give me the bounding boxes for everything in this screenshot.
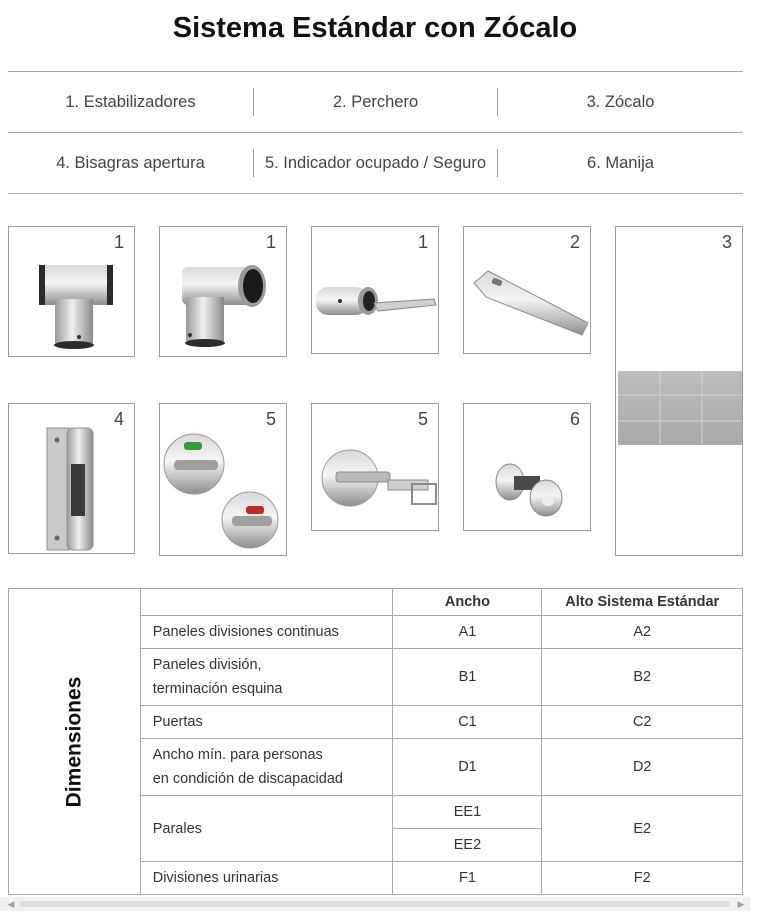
legend-item-bisagras: 4. Bisagras apertura	[56, 153, 205, 172]
tile-number: 1	[265, 232, 276, 252]
scroll-left-arrow-icon[interactable]: ◀	[7, 898, 15, 909]
dimensions-table	[8, 588, 743, 895]
tile-number: 5	[265, 409, 276, 429]
horizontal-scrollbar[interactable]	[0, 897, 750, 911]
product-tile	[159, 226, 287, 357]
row-label-text: Paneles divisiones continuas	[152, 624, 339, 640]
knob-handle-icon	[464, 404, 591, 531]
tile-number: 6	[569, 409, 580, 429]
coat-hook-icon	[464, 227, 591, 354]
row-label-text: Ancho mín. para personas	[152, 747, 323, 763]
row-label	[140, 616, 393, 649]
product-tile	[463, 226, 591, 354]
row-label	[140, 649, 393, 706]
side-label-text: Dimensiones	[62, 676, 86, 807]
legend-row-2	[8, 133, 743, 193]
cell-alto: B2	[542, 649, 743, 706]
cell-ancho: D1	[393, 739, 542, 796]
row-label-text: en condición de discapacidad	[152, 771, 343, 787]
cell-alto: D2	[542, 739, 743, 796]
tile-number: 1	[417, 232, 428, 252]
cell-ancho: A1	[393, 616, 542, 649]
scroll-right-arrow-icon[interactable]: ▶	[737, 898, 745, 909]
product-tile	[463, 403, 591, 531]
table-header-ancho: Ancho	[393, 589, 542, 616]
legend-item-zocalo: 3. Zócalo	[586, 92, 655, 111]
cell-alto: E2	[542, 796, 743, 862]
cell-ancho: F1	[393, 862, 542, 895]
elbow-connector-icon	[160, 227, 287, 357]
skirting-panel-icon	[616, 227, 743, 556]
tile-number: 2	[569, 232, 580, 252]
row-label-text: Puertas	[152, 714, 203, 730]
cell-ancho: EE1	[393, 796, 542, 829]
door-latch-icon	[312, 404, 439, 531]
occupancy-indicator-icon	[160, 404, 287, 556]
cell-alto: A2	[542, 616, 743, 649]
legend-item-indicador: 5. Indicador ocupado / Seguro	[264, 153, 487, 172]
dimensions-side-label	[9, 589, 141, 895]
cell-ancho: B1	[393, 649, 542, 706]
page-title: Sistema Estándar con Zócalo	[172, 12, 578, 44]
cell-ancho: C1	[393, 706, 542, 739]
wall-bracket-icon	[312, 227, 439, 354]
tile-number: 5	[417, 409, 428, 429]
table-header-alto: Alto Sistema Estándar	[542, 589, 743, 616]
tee-connector-icon	[9, 227, 135, 357]
cell-alto: C2	[542, 706, 743, 739]
row-label-text: terminación esquina	[152, 681, 283, 697]
row-label-text: Paneles división,	[152, 657, 262, 673]
product-tile	[615, 226, 743, 556]
divider	[8, 193, 743, 194]
legend-separator	[253, 88, 254, 116]
cell-ancho: EE2	[393, 829, 542, 862]
table-header-row	[9, 589, 743, 616]
legend-item-perchero: 2. Perchero	[332, 92, 419, 111]
hinge-icon	[9, 404, 135, 554]
row-label-text: Divisiones urinarias	[152, 870, 279, 886]
tile-number: 1	[113, 232, 124, 252]
product-tile	[311, 226, 439, 354]
legend-item-estabilizadores: 1. Estabilizadores	[65, 92, 196, 111]
legend-separator	[497, 149, 498, 177]
row-label-text: Parales	[152, 820, 202, 837]
product-tile	[8, 403, 135, 554]
product-tile	[159, 403, 287, 556]
product-tile	[8, 226, 135, 357]
legend-item-manija: 6. Manija	[587, 153, 654, 172]
tile-number: 4	[113, 409, 124, 429]
row-label	[140, 739, 393, 796]
table-header	[140, 589, 393, 616]
row-label	[140, 706, 393, 739]
product-tile	[311, 403, 439, 531]
tile-number: 3	[721, 232, 732, 252]
legend-separator	[497, 88, 498, 116]
scrollbar-thumb[interactable]	[20, 901, 730, 907]
legend-separator	[253, 149, 254, 177]
cell-alto: F2	[542, 862, 743, 895]
row-label	[140, 796, 393, 862]
legend-row-1	[8, 72, 743, 132]
row-label	[140, 862, 393, 895]
